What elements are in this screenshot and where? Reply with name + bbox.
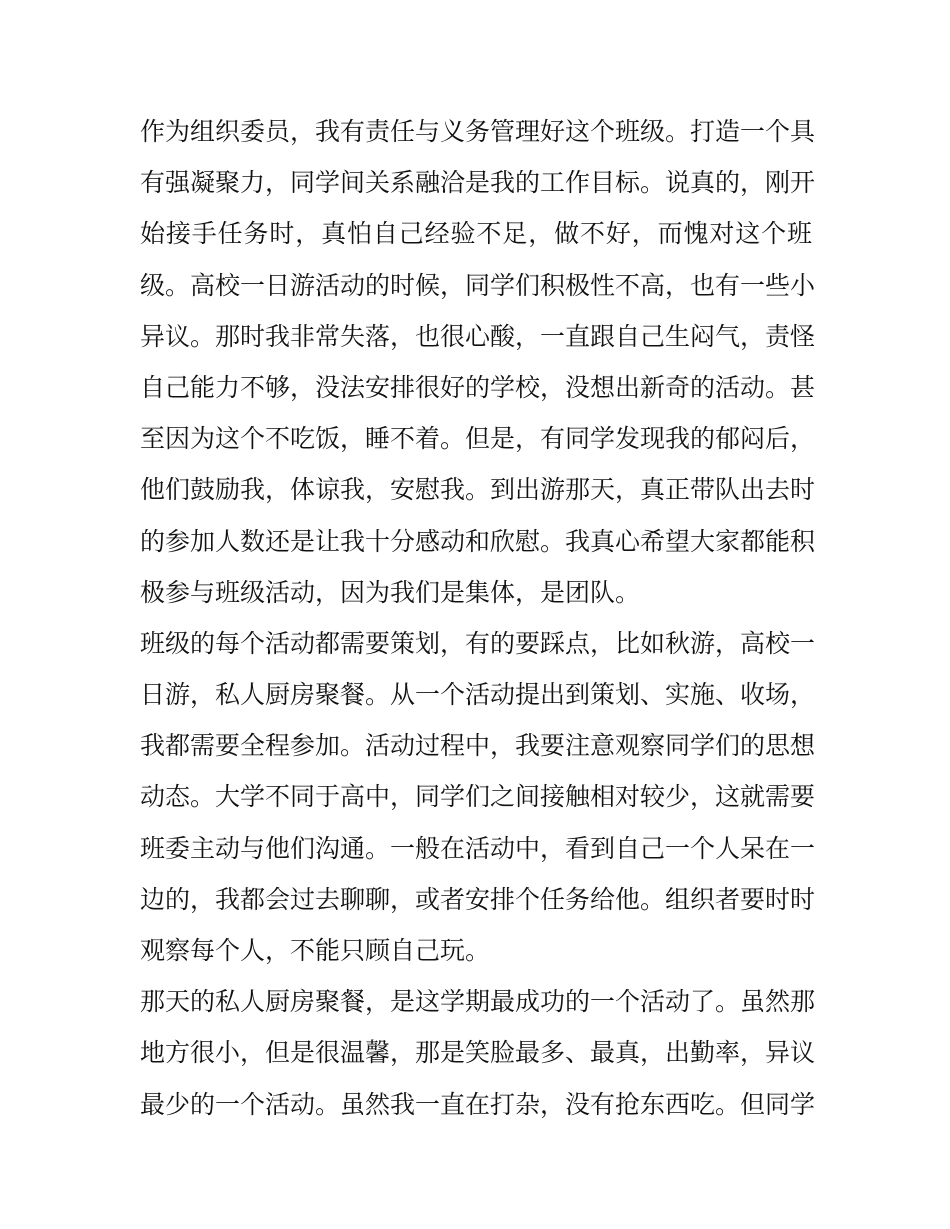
paragraph-line: 级。高校一日游活动的时候，同学们积极性不高，也有一些小 — [140, 270, 816, 300]
paragraph-line: 最少的一个活动。虽然我一直在打杂，没有抢东西吃。但同学 — [140, 1089, 816, 1119]
paragraph-line: 边的，我都会过去聊聊，或者安排个任务给他。组织者要时时 — [140, 884, 816, 914]
paragraph-line: 作为组织委员，我有责任与义务管理好这个班级。打造一个具 — [140, 117, 816, 146]
paragraph-line: 日游，私人厨房聚餐。从一个活动提出到策划、实施、收场， — [140, 680, 816, 710]
paragraph-line: 至因为这个不吃饭，睡不着。但是，有同学发现我的郁闷后， — [140, 424, 816, 454]
paragraph-line: 始接手任务时，真怕自己经验不足，做不好，而愧对这个班 — [140, 219, 812, 249]
paragraph-line: 的参加人数还是让我十分感动和欣慰。我真心希望大家都能积 — [140, 526, 816, 556]
paragraph-line: 他们鼓励我，体谅我，安慰我。到出游那天，真正带队出去时 — [140, 475, 816, 505]
paragraph-2 — [140, 618, 816, 976]
paragraph-line: 异议。那时我非常失落，也很心酸，一直跟自己生闷气，责怪 — [140, 321, 816, 351]
paragraph-line: 观察每个人，不能只顾自己玩。 — [140, 936, 491, 965]
paragraph-line: 班委主动与他们沟通。一般在活动中，看到自己一个人呆在一 — [140, 833, 816, 863]
paragraph-line: 班级的每个活动都需要策划，有的要踩点，比如秋游，高校一 — [140, 628, 816, 658]
paragraph-3 — [140, 976, 816, 1130]
paragraph-line: 那天的私人厨房聚餐，是这学期最成功的一个活动了。虽然那 — [140, 987, 816, 1017]
paragraph-line: 有强凝聚力，同学间关系融洽是我的工作目标。说真的，刚开 — [140, 168, 816, 198]
paragraph-line: 极参与班级活动，因为我们是集体，是团队。 — [140, 577, 641, 607]
paragraph-line: 自己能力不够，没法安排很好的学校，没想出新奇的活动。甚 — [140, 372, 816, 402]
document-body — [140, 106, 816, 1130]
paragraph-line: 地方很小，但是很温馨，那是笑脸最多、最真，出勤率，异议 — [140, 1038, 816, 1068]
paragraph-1 — [140, 106, 816, 618]
paragraph-line: 我都需要全程参加。活动过程中，我要注意观察同学们的思想 — [140, 731, 816, 761]
paragraph-line: 动态。大学不同于高中，同学们之间接触相对较少，这就需要 — [140, 782, 816, 812]
